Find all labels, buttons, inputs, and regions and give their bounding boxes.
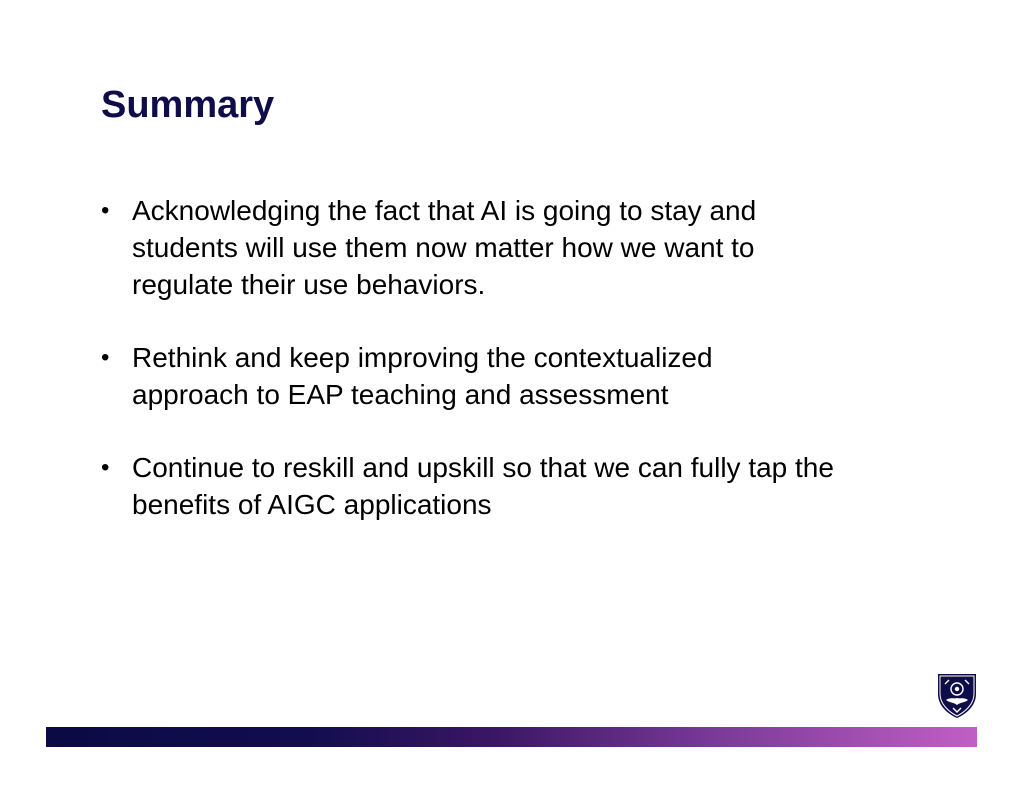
bullet-dot-icon: •	[101, 344, 110, 371]
bullet-text: Rethink and keep improving the contextualized approach to EAP teaching and assessment	[132, 342, 713, 410]
slide-title: Summary	[101, 84, 275, 126]
bullet-text: Continue to reskill and upskill so that we can fully tap the benefits of AIGC applications	[132, 452, 834, 520]
bullet-text: Acknowledging the fact that AI is going to stay and students will use them now matter how we want to regulate their use behaviors.	[132, 195, 757, 300]
bullet-dot-icon: •	[101, 454, 110, 481]
bullet-item	[101, 192, 832, 303]
bullet-item	[101, 339, 812, 413]
bullet-list	[101, 192, 901, 559]
bullet-item	[101, 449, 892, 523]
footer-gradient-bar	[46, 727, 977, 747]
bullet-dot-icon: •	[101, 197, 110, 224]
university-crest-icon	[936, 672, 978, 720]
